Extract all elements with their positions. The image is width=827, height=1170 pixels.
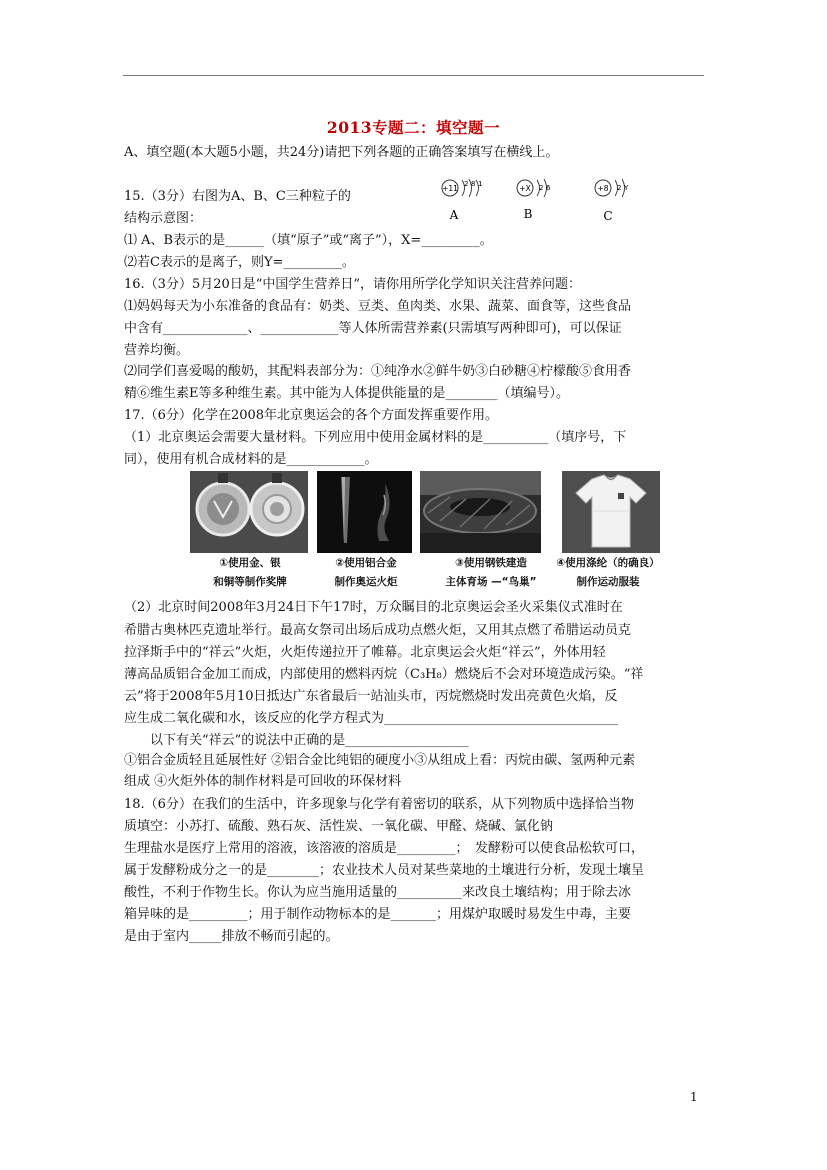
q16-part2-line1: ⑵同学们喜爱喝的酸奶，其配料表部分为：①纯净水②鲜牛奶③白砂糖④柠檬酸⑤食用香	[124, 364, 632, 379]
atom-b-shell-2: 6	[546, 184, 551, 192]
q15-stem-cont: 结构示意图：	[124, 211, 203, 226]
q17-options-line1: ①铝合金质轻且延展性好 ②铝合金比纯铝的硬度小③从组成上看：丙烷由碳、氢两种元素	[124, 753, 636, 768]
photo-caption-4-line2: 制作运动服装	[576, 576, 640, 588]
olympic-materials-photos	[188, 471, 664, 591]
atom-c-shell-1: 2	[617, 184, 622, 192]
photo-caption-2-line2: 制作奥运火炬	[334, 576, 398, 588]
photo-caption-3	[438, 554, 544, 592]
photo-caption-1-line2: 和铜等制作奖牌	[213, 576, 287, 588]
q17-part2-line6: 应生成二氧化碳和水，该反应的化学方程式为____________________________________	[124, 711, 619, 726]
photo-caption-1	[208, 554, 292, 592]
photo-birds-nest	[420, 471, 541, 553]
q17-options-line2: 组成 ④火炬外体的制作材料是可回收的环保材料	[124, 774, 402, 789]
atom-a-label: A	[449, 208, 459, 222]
atom-a-shell-1: 2	[464, 180, 469, 188]
q18-substances: 质填空：小苏打、硫酸、熟石灰、活性炭、一氧化碳、甲醛、烧碱、氯化钠	[124, 819, 554, 834]
atom-structure-svg	[438, 175, 658, 223]
photo-medals	[190, 471, 308, 553]
q17-part2-line7: 以下有关“祥云”的说法中正确的是___________________	[124, 733, 469, 748]
q18-line5: 是由于室内_____排放不畅而引起的。	[124, 929, 339, 944]
q15-part1: ⑴ A、B表示的是______（填“原子”或“离子”），X=_________。	[124, 233, 493, 248]
q17-part1-line1: （1）北京奥运会需要大量材料。下列应用中使用金属材料的是__________（填序号，下	[124, 430, 627, 445]
q16-part1-line3: 营养均衡。	[124, 343, 190, 358]
photo-caption-1-line1: ①使用金、银	[219, 557, 281, 569]
section-instruction: A、填空题(本大题5小题，共24分)请把下列各题的正确答案填写在横线上。	[124, 145, 559, 160]
atom-a-shell-2: 8	[471, 180, 476, 188]
q18-stem: 18.（6分）在我们的生活中，许多现象与化学有着密切的联系，从下列物质中选择恰当物	[124, 797, 634, 812]
q18-line2: 属于发酵粉成分之一的是________；农业技术人员对某些菜地的土壤进行分析，发现土壤呈	[124, 863, 645, 878]
photo-torch	[317, 471, 412, 553]
q15-stem: 15.（3分）右图为A、B、C三种粒子的	[124, 189, 351, 204]
atom-b-nucleus: +X	[519, 184, 531, 193]
q18-line1: 生理盐水是医疗上常用的溶液，该溶液的溶质是_________； 发酵粉可以使食品松软可口，	[124, 841, 645, 856]
page-number: 1	[690, 1090, 698, 1104]
photo-caption-4	[552, 554, 664, 592]
q16-part2-line2: 精⑥维生素E等多种维生素。其中能为人体提供能量的是________（填编号）。	[124, 386, 569, 401]
photo-sports-shirt	[562, 471, 660, 553]
photo-caption-4-line1: ④使用涤纶（的确良）	[556, 557, 660, 569]
q18-line3: 酸性，不利于作物生长。你认为应当施用适量的__________来改良土壤结构；用于除去冰	[124, 885, 632, 900]
q17-part1-line2: 同），使用有机合成材料的是____________。	[124, 452, 378, 467]
atom-a-shell-3: 1	[478, 180, 483, 188]
q17-part2-line3: 拉泽斯手中的“祥云”火炬，火炬传递拉开了帷幕。北京奥运会火炬“祥云”，外体用轻	[124, 645, 606, 660]
atom-c-nucleus: +8	[597, 184, 609, 193]
atom-c-label: C	[603, 209, 613, 223]
q16-part1-line1: ⑴妈妈每天为小东准备的食品有：奶类、豆类、鱼肉类、水果、蔬菜、面食等，这些食品	[124, 299, 632, 314]
photo-caption-3-line1: ③使用钢铁建造	[455, 557, 527, 569]
q17-stem: 17.（6分）化学在2008年北京奥运会的各个方面发挥重要作用。	[124, 408, 499, 423]
q17-part2-line5: 云”将于2008年5月10日抵达广东省最后一站汕头市，丙烷燃烧时发出亮黄色火焰，反	[124, 689, 618, 704]
photo-caption-2-line1: ②使用铝合金	[335, 557, 397, 569]
q16-part1-line2: 中含有_____________、____________等人体所需营养素(只需填写两种即可)，可以保证	[124, 321, 622, 336]
atom-b-shell-1: 2	[539, 184, 544, 192]
atom-b-diagram	[517, 179, 551, 221]
q17-part2-line1: （2）北京时间2008年3月24日下午17时，万众瞩目的北京奥运会圣火采集仪式准时在	[124, 600, 623, 615]
q18-line4: 箱异味的是_________；用于制作动物标本的是_______；用煤炉取暖时易发生中毒，主要	[124, 907, 632, 922]
q15-part2: ⑵若C表示的是离子，则Y=_________。	[124, 255, 355, 270]
atom-a-diagram	[442, 179, 482, 222]
q17-part2-line2: 希腊古奥林匹克遗址举行。最高女祭司出场后成功点燃火炬，又用其点燃了希腊运动员克	[124, 623, 632, 638]
photo-caption-3-line2: 主体育场 —“鸟巢”	[445, 576, 537, 588]
atom-c-shell-2: Y	[624, 184, 629, 192]
page-title: 2013专题二：填空题一	[326, 118, 501, 137]
photo-caption-2	[321, 554, 411, 592]
atom-b-label: B	[523, 207, 533, 221]
header-rule	[123, 75, 704, 76]
atom-structure-diagrams	[438, 175, 658, 223]
atom-c-diagram	[595, 179, 629, 223]
atom-a-nucleus: +11	[442, 184, 458, 193]
q17-part2-line4: 薄高品质铝合金加工而成，内部使用的燃料丙烷（C₃H₈）燃烧后不会对环境造成污染。“祥	[124, 667, 644, 682]
q16-stem: 16.（3分）5月20日是“中国学生营养日”，请你用所学化学知识关注营养问题：	[124, 277, 582, 292]
